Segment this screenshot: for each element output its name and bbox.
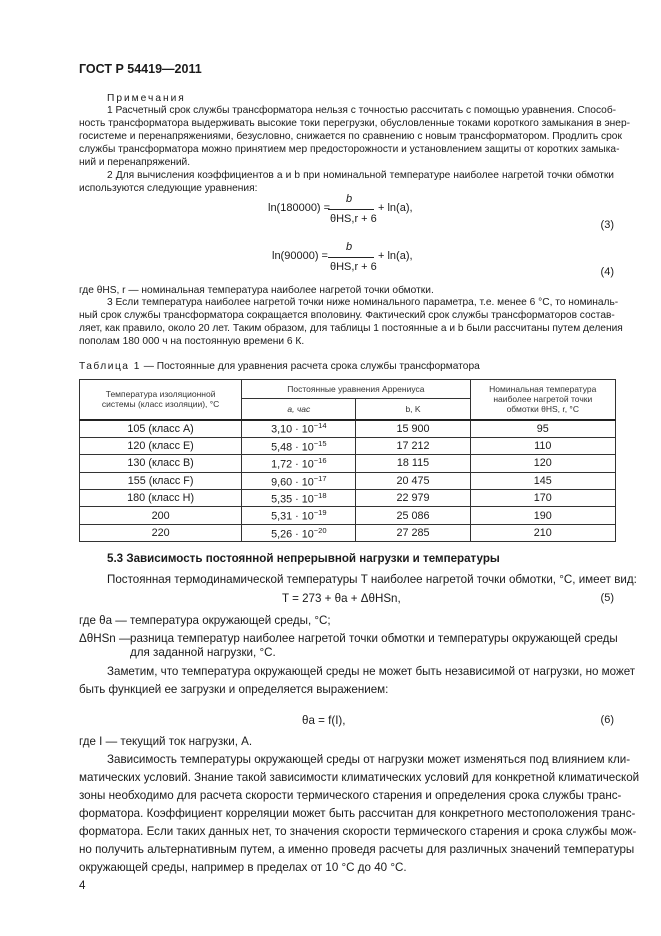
paragraph-line: окружающей среды, например в пределах от 10 °C до 40 °C. bbox=[79, 861, 407, 874]
cell-a: $9,60 \cdot 10^{-17}$ bbox=[242, 472, 356, 489]
paragraph-line: Зависимость температуры окружающей среды от нагрузки может изменяться под влиянием кли- bbox=[107, 753, 631, 766]
table-row bbox=[80, 455, 616, 472]
cell-nominal: 95 bbox=[470, 420, 615, 438]
eq-denominator: θHS,r + 6 bbox=[330, 261, 377, 273]
section-heading: 5.3 Зависимость постоянной непрерывной нагрузки и температуры bbox=[107, 552, 500, 565]
note-line: госистеме и перенапряжениями, безусловно, снижается по сравнению с новым трансформатором. Продлить срок bbox=[79, 131, 622, 142]
eq-lhs: ln(90000) = bbox=[272, 250, 328, 262]
paragraph-line: Заметим, что температура окружающей среды не может быть независимой от нагрузки, но может bbox=[107, 665, 636, 678]
col-header-group: Постоянные уравнения Аррениуса bbox=[242, 380, 470, 399]
equation-6: θa = f(I), bbox=[302, 714, 346, 727]
cell-b: 25 086 bbox=[356, 507, 470, 524]
eq-denominator: θHS,r + 6 bbox=[330, 213, 377, 225]
cell-insulation: 130 (класс B) bbox=[80, 455, 242, 472]
table-row bbox=[80, 524, 616, 541]
paragraph-line: матических условий. Знание такой зависимости климатических условий для конкретной климатической bbox=[79, 771, 640, 784]
note-line: ний и перенапряжений. bbox=[79, 157, 191, 168]
where-definition: где θHS, r — номинальная температура наиболее нагретой точки обмотки. bbox=[79, 285, 434, 296]
document-header: ГОСТ Р 54419—2011 bbox=[79, 62, 202, 76]
table-row bbox=[80, 472, 616, 489]
cell-insulation: 120 (класс E) bbox=[80, 437, 242, 454]
note-line: используются следующие уравнения: bbox=[79, 183, 258, 194]
note-line: пополам 180 000 ч на постоянную времени 6 К. bbox=[79, 336, 305, 347]
def-text: разница температур наиболее нагретой точки обмотки и температуры окружающей среды bbox=[130, 632, 618, 645]
table-row bbox=[80, 507, 616, 524]
col-header-a: a, час bbox=[242, 399, 356, 420]
where-definition: где I — текущий ток нагрузки, А. bbox=[79, 735, 253, 748]
cell-insulation: 180 (класс H) bbox=[80, 490, 242, 507]
cell-insulation: 220 bbox=[80, 524, 242, 541]
col-header-nominal: Номинальная температура наиболее нагретой точки обмотки θHS, r, °C bbox=[470, 380, 615, 420]
eq-rhs: + ln(a), bbox=[378, 202, 413, 214]
cell-nominal: 120 bbox=[470, 455, 615, 472]
cell-nominal: 110 bbox=[470, 437, 615, 454]
paragraph-line: но получить альтернативным путем, а именно проведя расчеты для различных значений температуры bbox=[79, 843, 635, 856]
equation-number: (5) bbox=[600, 592, 614, 604]
eq-lhs: ln(180000) = bbox=[268, 202, 331, 214]
def-text: температура окружающей среды, °C; bbox=[130, 614, 331, 627]
def-symbol: где θa — bbox=[79, 614, 127, 627]
note-line: ный срок службы трансформатора сокращается вполовину. Фактический срок службы трансформаторов состав- bbox=[79, 310, 615, 321]
def-symbol: ΔθHSn — bbox=[79, 632, 131, 645]
cell-b: 27 285 bbox=[356, 524, 470, 541]
note-line: службы трансформатора можно принятием мер предосторожности и установлением защиты от коротких замыка- bbox=[79, 144, 620, 155]
paragraph-line: Постоянная термодинамической температуры T наиболее нагретой точки обмотки, °C, имеет вид: bbox=[107, 573, 637, 586]
cell-b: 15 900 bbox=[356, 420, 470, 438]
table-row bbox=[80, 490, 616, 507]
paragraph-line: быть функцией ее загрузки и определяется выражением: bbox=[79, 683, 389, 696]
equation-number: (3) bbox=[600, 219, 614, 231]
arrhenius-table bbox=[79, 379, 616, 542]
note-line: 2 Для вычисления коэффициентов a и b при номинальной температуре наиболее нагретой точки обмотки bbox=[107, 170, 614, 181]
cell-nominal: 145 bbox=[470, 472, 615, 489]
cell-a: $5,48 \cdot 10^{-15}$ bbox=[242, 437, 356, 454]
notes-title: Примечания bbox=[107, 93, 186, 104]
table-row bbox=[80, 420, 616, 438]
cell-b: 20 475 bbox=[356, 472, 470, 489]
equation-5: T = 273 + θa + ΔθHSn, bbox=[282, 592, 401, 605]
eq-rhs: + ln(a), bbox=[378, 250, 413, 262]
paragraph-line: форматора. Если таких данных нет, то значения скорости термического старения и срока службы мож- bbox=[79, 825, 637, 838]
table-caption-text: — Постоянные для уравнения расчета срока службы трансформатора bbox=[140, 361, 480, 372]
cell-nominal: 170 bbox=[470, 490, 615, 507]
note-line: ность трансформатора выдерживать высокие токи перегрузки, обусловленные токами короткого замыкания в энер- bbox=[79, 118, 631, 129]
equation-number: (6) bbox=[600, 714, 614, 726]
cell-a: $3,10 \cdot 10^{-14}$ bbox=[242, 420, 356, 438]
cell-insulation: 105 (класс A) bbox=[80, 420, 242, 438]
note-line: ляет, как правило, около 20 лет. Таким образом, для таблицы 1 постоянные a и b были рассчитаны путем деления bbox=[79, 323, 623, 334]
table-caption-prefix: Таблица 1 bbox=[79, 361, 141, 372]
cell-a: $5,35 \cdot 10^{-18}$ bbox=[242, 490, 356, 507]
cell-a: $5,26 \cdot 10^{-20}$ bbox=[242, 524, 356, 541]
note-line: 1 Расчетный срок службы трансформатора нельзя с точностью рассчитать с помощью уравнения. Способ- bbox=[107, 105, 617, 116]
cell-a: $1,72 \cdot 10^{-16}$ bbox=[242, 455, 356, 472]
cell-b: 22 979 bbox=[356, 490, 470, 507]
page-number: 4 bbox=[79, 879, 86, 892]
eq-numerator: b bbox=[346, 241, 353, 253]
col-header-insulation: Температура изоляционной системы (класс изоляции), °C bbox=[80, 380, 242, 420]
cell-a: $5,31 \cdot 10^{-19}$ bbox=[242, 507, 356, 524]
paragraph-line: зоны необходимо для расчета скорости термического старения и определения срока службы транс- bbox=[79, 789, 622, 802]
cell-insulation: 200 bbox=[80, 507, 242, 524]
col-header-b: b, K bbox=[356, 399, 470, 420]
cell-insulation: 155 (класс F) bbox=[80, 472, 242, 489]
note-line: 3 Если температура наиболее нагретой точки ниже номинального параметра, т.е. менее 6 °C, то номиналь- bbox=[107, 297, 619, 308]
paragraph-line: форматора. Коэффициент корреляции может быть рассчитан для конкретного местоположения транс- bbox=[79, 807, 636, 820]
cell-b: 18 115 bbox=[356, 455, 470, 472]
def-text: для заданной нагрузки, °C. bbox=[130, 646, 276, 659]
cell-nominal: 210 bbox=[470, 524, 615, 541]
eq-numerator: b bbox=[346, 193, 353, 205]
equation-number: (4) bbox=[600, 266, 614, 278]
cell-nominal: 190 bbox=[470, 507, 615, 524]
table-caption bbox=[79, 361, 480, 372]
cell-b: 17 212 bbox=[356, 437, 470, 454]
table-row bbox=[80, 437, 616, 454]
